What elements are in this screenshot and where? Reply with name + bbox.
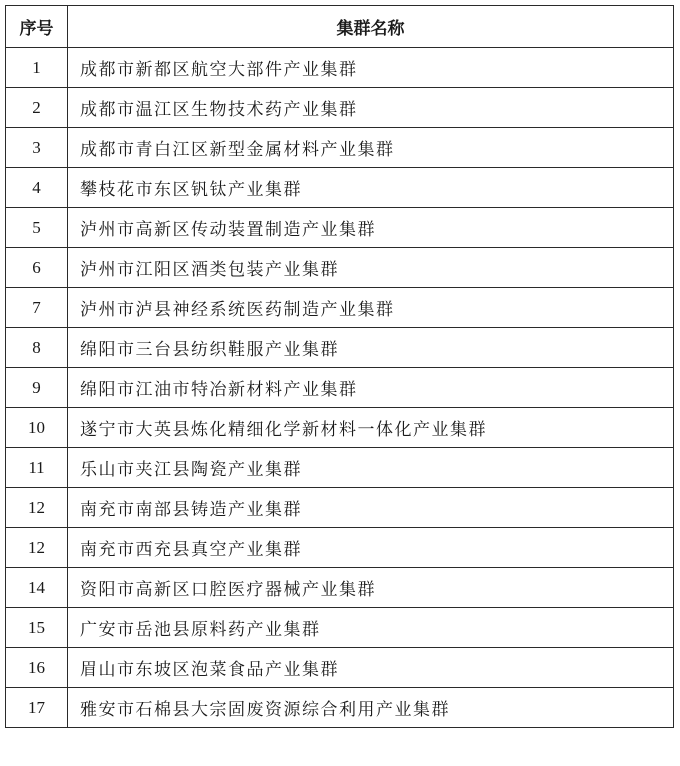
table-row [6, 208, 674, 248]
cluster-name-cell: 泸州市泸县神经系统医药制造产业集群 [68, 288, 674, 328]
table-body [6, 48, 674, 728]
table-row [6, 448, 674, 488]
cluster-name-cell: 雅安市石棉县大宗固废资源综合利用产业集群 [68, 688, 674, 728]
cluster-name-cell: 成都市温江区生物技术药产业集群 [68, 88, 674, 128]
cluster-name-cell: 眉山市东坡区泡菜食品产业集群 [68, 648, 674, 688]
table-row [6, 368, 674, 408]
table-header-row [6, 6, 674, 48]
cluster-name-cell: 成都市新都区航空大部件产业集群 [68, 48, 674, 88]
row-index-cell: 11 [6, 448, 68, 488]
row-index-cell: 8 [6, 328, 68, 368]
table-row [6, 688, 674, 728]
row-index-cell: 2 [6, 88, 68, 128]
table-row [6, 408, 674, 448]
cluster-name-cell: 广安市岳池县原料药产业集群 [68, 608, 674, 648]
table-row [6, 128, 674, 168]
cluster-name-cell: 遂宁市大英县炼化精细化学新材料一体化产业集群 [68, 408, 674, 448]
table-row [6, 48, 674, 88]
row-index-cell: 4 [6, 168, 68, 208]
cluster-name-cell: 成都市青白江区新型金属材料产业集群 [68, 128, 674, 168]
header-name: 集群名称 [68, 6, 674, 48]
row-index-cell: 5 [6, 208, 68, 248]
table-row [6, 528, 674, 568]
table-row [6, 248, 674, 288]
cluster-name-cell: 绵阳市三台县纺织鞋服产业集群 [68, 328, 674, 368]
table-row [6, 288, 674, 328]
row-index-cell: 14 [6, 568, 68, 608]
table-row [6, 328, 674, 368]
row-index-cell: 1 [6, 48, 68, 88]
cluster-name-cell: 攀枝花市东区钒钛产业集群 [68, 168, 674, 208]
cluster-name-cell: 南充市西充县真空产业集群 [68, 528, 674, 568]
row-index-cell: 7 [6, 288, 68, 328]
table-row [6, 88, 674, 128]
cluster-name-cell: 泸州市江阳区酒类包装产业集群 [68, 248, 674, 288]
cluster-name-cell: 绵阳市江油市特冶新材料产业集群 [68, 368, 674, 408]
table-row [6, 568, 674, 608]
cluster-name-cell: 资阳市高新区口腔医疗器械产业集群 [68, 568, 674, 608]
table-row [6, 168, 674, 208]
row-index-cell: 10 [6, 408, 68, 448]
header-index: 序号 [6, 6, 68, 48]
row-index-cell: 6 [6, 248, 68, 288]
cluster-name-cell: 泸州市高新区传动装置制造产业集群 [68, 208, 674, 248]
row-index-cell: 16 [6, 648, 68, 688]
row-index-cell: 3 [6, 128, 68, 168]
row-index-cell: 17 [6, 688, 68, 728]
cluster-table [5, 5, 674, 728]
table-row [6, 648, 674, 688]
row-index-cell: 9 [6, 368, 68, 408]
row-index-cell: 12 [6, 528, 68, 568]
row-index-cell: 15 [6, 608, 68, 648]
table-row [6, 488, 674, 528]
cluster-name-cell: 乐山市夹江县陶瓷产业集群 [68, 448, 674, 488]
row-index-cell: 12 [6, 488, 68, 528]
cluster-name-cell: 南充市南部县铸造产业集群 [68, 488, 674, 528]
table-row [6, 608, 674, 648]
